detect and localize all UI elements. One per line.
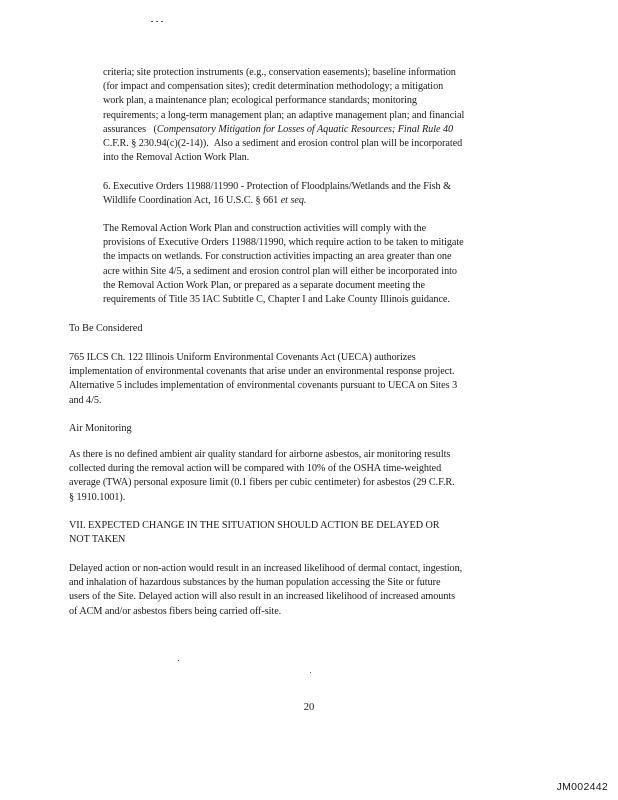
air-monitoring-heading: Air Monitoring <box>69 423 132 434</box>
air-monitoring-paragraph: As there is no defined ambient air quality standard for airborne asbestos, air monitoring results collected during the removal action will be compared with 10% of the OSHA time-weighted average (TWA) personal exposure limit (0.1 fibers per cubic centimeter) for asbestos (29 C.F.R. § 1910.1001). <box>69 449 455 503</box>
scan-speck <box>151 21 153 22</box>
criteria-paragraph: criteria; site protection instruments (e.g., conservation easements); baseline information (for impact and compensation sites); credit determination methodology; a mitigation work plan, a maintenance plan; ecological performance standards; monitoring requirements; a long-term management plan; an adaptive management plan; and financial assurances (Compensatory Mitigation for Losses of Aquatic Resources; Final Rule 40 C.F.R. § 230.94(c)(2-14)). Also a sediment and erosion control plan will be incorporated into the Removal Action Work Plan. <box>103 67 465 164</box>
section-vii-heading: VII. EXPECTED CHANGE IN THE SITUATION SHOULD ACTION BE DELAYED OR NOT TAKEN <box>69 520 440 546</box>
tbc-heading: To Be Considered <box>69 323 143 334</box>
scan-speck <box>310 672 311 673</box>
ueca-paragraph: 765 ILCS Ch. 122 Illinois Uniform Environmental Covenants Act (UECA) authorizes implementation of environmental covenants that arise under an environmental response project. Alternative 5 includes implementation of environmental covenants pursuant to UECA on Sites 3 and 4/5. <box>69 352 458 406</box>
scan-speck <box>156 21 158 22</box>
scan-speck <box>161 21 163 22</box>
removal-action-paragraph: The Removal Action Work Plan and construction activities will comply with the provisions of Executive Orders 11988/11990, which require action to be taken to mitigate the impacts on wetlands. For construction activities impacting an area greater than one acre within Site 4/5, a sediment and erosion control plan will either be incorporated into the Removal Action Work Plan, or prepared as a separate document meeting the requirements of Title 35 IAC Subtitle C, Chapter I and Lake County Illinois guidance. <box>103 223 464 306</box>
executive-orders-heading: 6. Executive Orders 11988/11990 - Protection of Floodplains/Wetlands and the Fish & Wildlife Coordination Act, 16 U.S.C. § 661 et seq. <box>103 181 451 207</box>
page-number: 20 <box>303 702 315 713</box>
bates-number: JM002442 <box>556 781 608 793</box>
scan-speck <box>178 660 179 661</box>
citation-italic: Compensatory Mitigation for Losses of Aquatic Resources; Final Rule 40 <box>156 123 454 135</box>
delayed-action-paragraph: Delayed action or non-action would result in an increased likelihood of dermal contact, ingestion, and inhalation of hazardous substances by the human population accessing the Site or future users of the Site. Delayed action will also result in an increased likelihood of increased amounts of ACM and/or asbestos fibers being carried off-site. <box>69 563 463 617</box>
